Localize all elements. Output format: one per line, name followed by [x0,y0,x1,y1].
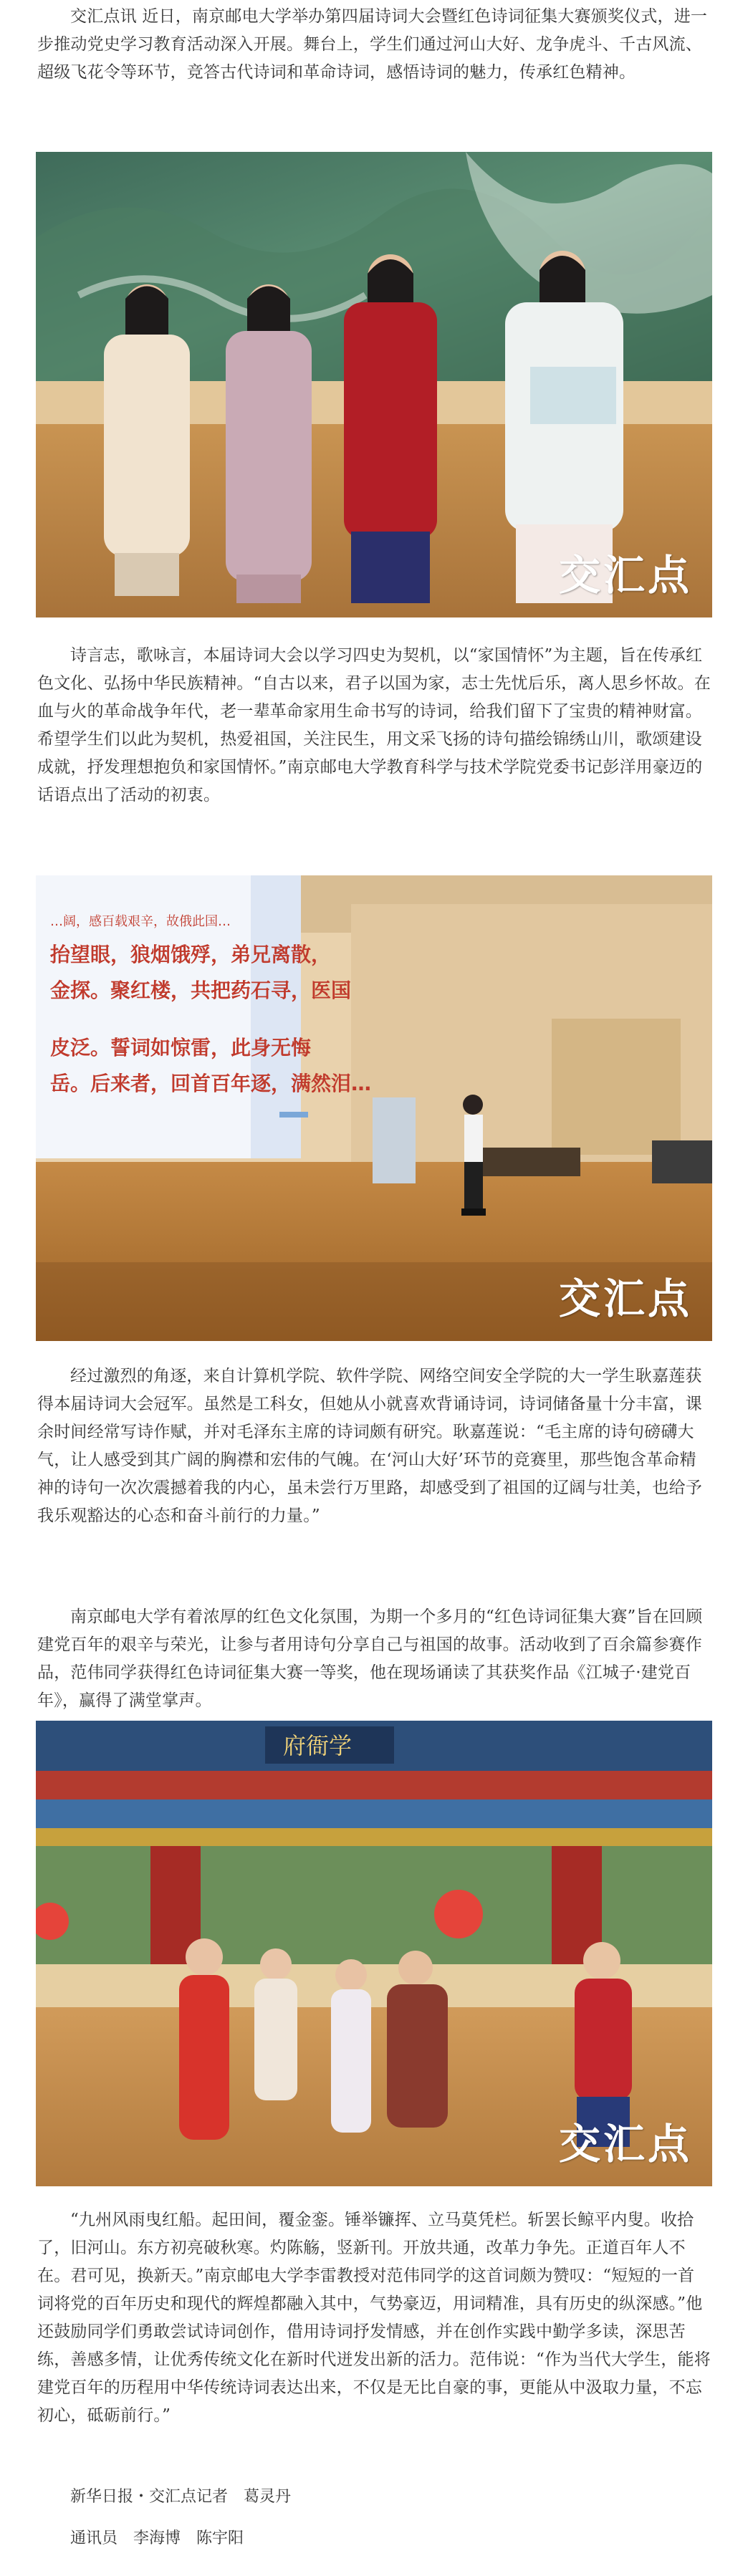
screen-line: 金探。聚红楼，共把药石寻，医国 [50,979,352,1002]
screen-line: …阔，感百载艰辛，故俄此国… [50,914,231,929]
watermark-logo: 交汇点 [558,2120,692,2168]
paragraph-intro: 交汇点讯 近日，南京邮电大学举办第四届诗词大会暨红色诗词征集大赛颁奖仪式，进一步推动党史学习教育活动深入开展。舞台上，学生们通过河山大好、龙争虎斗、千古风流、超级飞花令等环节，竞答古代诗词和革命诗词，感悟诗词的魅力，传承红色精神。 [37,7,708,82]
watermark-logo: 交汇点 [558,1274,692,1323]
paragraph-contest: 南京邮电大学有着浓厚的红色文化氛围，为期一个多月的“红色诗词征集大赛”旨在回顾建党百年的艰辛与荣光，让参与者用诗句分享自己与祖国的故事。活动收到了百余篇参赛作品，范伟同学获得红色诗词征集大赛一等奖，他在现场诵读了其获奖作品《江城子·建党百年》，赢得了满堂掌声。 [37,1607,703,1710]
screen-line: 皮泛。誓词如惊雷，此身无悔 [50,1036,312,1059]
screen-line: 抬望眼，狼烟饿殍，弟兄离散， [50,943,332,966]
screen-line: 岳。后来者，回首百年逐，满然泪… [50,1072,372,1095]
photo-lecture-hall [36,875,712,1341]
photo-costume-group [36,1721,712,2186]
reporter-credit: 新华日报・交汇点记者 葛灵丹 [70,2488,292,2506]
sign-text: 府衙学 [283,1732,353,1759]
correspondent-credit: 通讯员 李海博 陈宇阳 [70,2529,244,2547]
paragraph-theme: 诗言志，歌咏言，本届诗词大会以学习四史为契机，以“家国情怀”为主题，旨在传承红色文化、弘扬中华民族精神。“自古以来，君子以国为家，志士先忧后乐，离人思乡怀故。在血与火的革命战争年代，老一辈革命家用生命书写的诗词，给我们留下了宝贵的精神财富。希望学生们以此为契机，热爱祖国，关注民生，用文采飞扬的诗句描绘锦绣山川，歌颂建设成就，抒发理想抱负和家国情怀。”南京邮电大学教育科学与技术学院党委书记彭洋用豪迈的话语点出了活动的初衷。 [37,646,711,804]
photo-students-stage [36,152,712,617]
paragraph-poem: “九州风雨曳红船。起田间，覆金銮。锤举镰挥、立马莫凭栏。斩罢长鲸平内叟。收拾了，旧河山。东方初亮破秋寒。灼陈觞，竖新刊。开放共通，改革力争先。正道百年人不在。君可见，换新天。”南京邮电大学李雷教授对范伟同学的这首词颇为赞叹：“短短的一首词将党的百年历史和现代的辉煌都融入其中，气势豪迈，用词精准，具有历史的纵深感。”他还鼓励同学们勇敢尝试诗词创作，借用诗词抒发情感，并在创作实践中勤学多读，深思苦练，善感多情，让优秀传统文化在新时代迸发出新的活力。范伟说：“作为当代大学生，能将建党百年的历程用中华传统诗词表达出来，不仅是无比自豪的事，更能从中汲取力量，不忘初心，砥砺前行。” [37,2211,711,2425]
paragraph-champion: 经过激烈的角逐，来自计算机学院、软件学院、网络空间安全学院的大一学生耿嘉莲获得本届诗词大会冠军。虽然是工科女，但她从小就喜欢背诵诗词，诗词储备量十分丰富，课余时间经常写诗作赋，并对毛泽东主席的诗词颇有研究。耿嘉莲说：“毛主席的诗句磅礴大气，让人感受到其广阔的胸襟和宏伟的气魄。在‘河山大好’环节的竞赛里，那些饱含革命精神的诗句一次次震撼着我的内心，虽未尝行万里路，却感受到了祖国的辽阔与壮美，也给予我乐观豁达的心态和奋斗前行的力量。” [37,1367,702,1525]
watermark-logo: 交汇点 [558,551,692,600]
